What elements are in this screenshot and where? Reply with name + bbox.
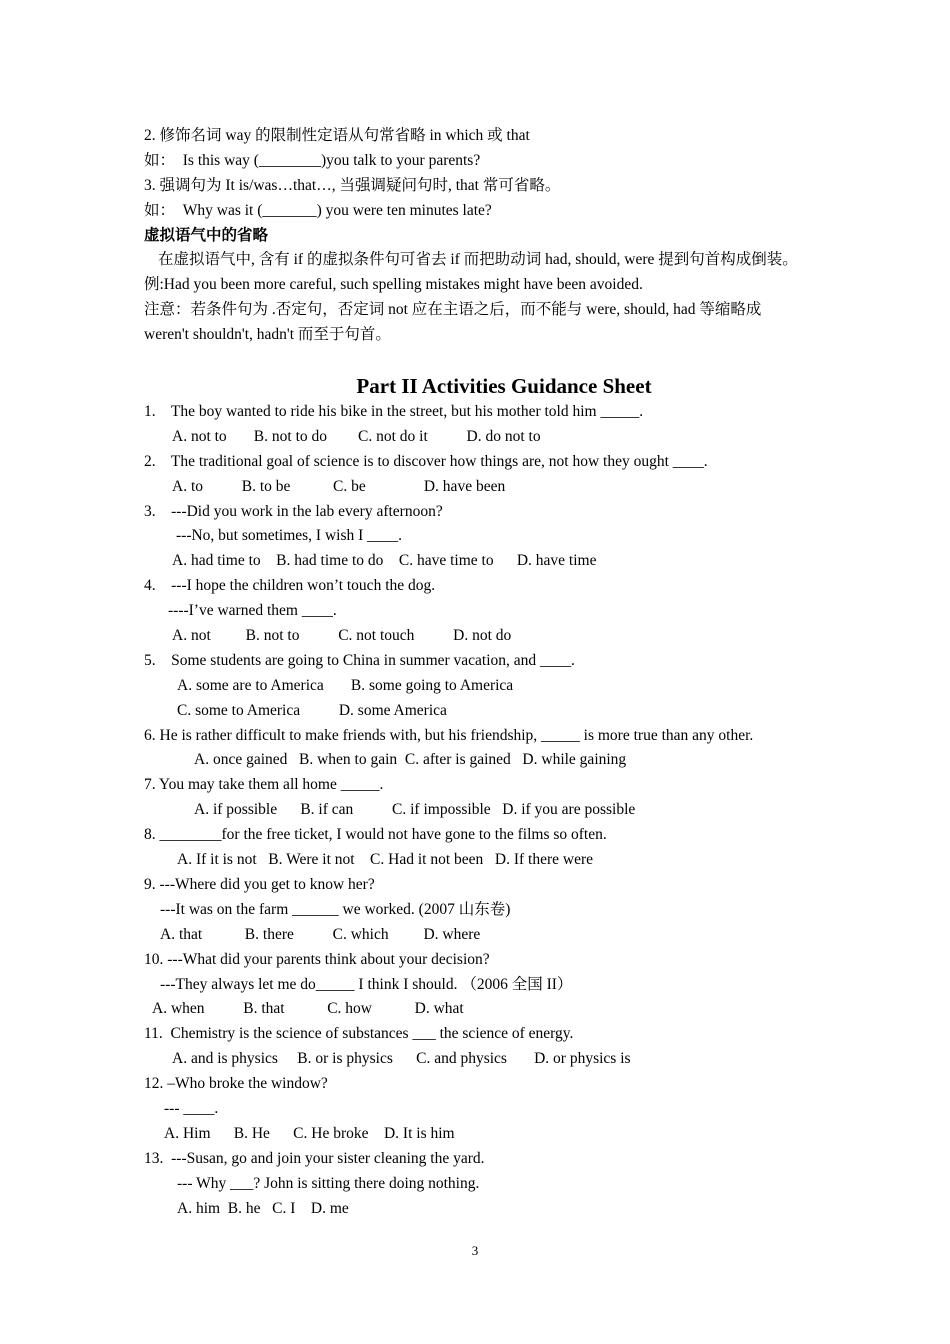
question-7-options: A. if possible B. if can C. if impossible D. if you are possible [194, 801, 636, 819]
question-8: 8. ________for the free ticket, I would not have gone to the films so often. [144, 826, 607, 844]
note-3: 3. 强调句为 It is/was…that…, 当强调疑问句时, that 常可省略。 [144, 176, 561, 194]
subjunctive-note-line-2: weren't shouldn't, hadn't 而至于句首。 [144, 326, 391, 344]
question-4-options: A. not B. not to C. not touch D. not do [172, 627, 512, 645]
question-8-options: A. If it is not B. Were it not C. Had it not been D. If there were [177, 851, 594, 869]
question-4-reply: ----I’ve warned them ____. [168, 602, 337, 620]
question-1-options: A. not to B. not to do C. not do it D. do not to [172, 427, 541, 445]
question-5: 5. Some students are going to China in summer vacation, and ____. [144, 651, 575, 669]
note-2-example: 如： Is this way (________)you talk to your parents? [144, 151, 481, 169]
question-11-options: A. and is physics B. or is physics C. and physics D. or physics is [172, 1050, 631, 1068]
question-3-reply: ---No, but sometimes, I wish I ____. [176, 527, 403, 545]
question-11: 11. Chemistry is the science of substances ___ the science of energy. [144, 1025, 574, 1043]
document-page [144, 124, 864, 1221]
question-13: 13. ---Susan, go and join your sister cleaning the yard. [144, 1149, 485, 1167]
note-3-example: 如： Why was it (_______) you were ten minutes late? [144, 201, 492, 219]
page-number: 3 [471, 1243, 479, 1258]
section-title: Part II Activities Guidance Sheet [356, 374, 652, 399]
question-3: 3. ---Did you work in the lab every afternoon? [144, 502, 443, 520]
subjunctive-heading: 虚拟语气中的省略 [144, 226, 269, 244]
question-12-options: A. Him B. He C. He broke D. It is him [164, 1124, 455, 1142]
question-12: 12. –Who broke the window? [144, 1075, 328, 1093]
question-5-options-row-2: C. some to America D. some America [177, 701, 447, 719]
question-2-options: A. to B. to be C. be D. have been [172, 477, 506, 495]
question-9-reply: ---It was on the farm ______ we worked. (2007 山东卷) [160, 900, 511, 918]
question-10-options: A. when B. that C. how D. what [152, 1000, 464, 1018]
question-2: 2. The traditional goal of science is to discover how things are, not how they ought ____. [144, 452, 708, 470]
question-6-options: A. once gained B. when to gain C. after is gained D. while gaining [194, 751, 627, 769]
question-4: 4. ---I hope the children won’t touch the dog. [144, 577, 436, 595]
subjunctive-note-line-1: 注意：若条件句为 .否定句，否定词 not 应在主语之后，而不能与 were, should, had 等缩略成 [144, 301, 762, 319]
question-10: 10. ---What did your parents think about your decision? [144, 950, 490, 968]
note-2: 2. 修饰名词 way 的限制性定语从句常省略 in which 或 that [144, 127, 530, 144]
question-6: 6. He is rather difficult to make friends with, but his friendship, _____ is more true than any other. [144, 726, 754, 744]
question-7: 7. You may take them all home _____. [144, 776, 384, 794]
question-13-reply: --- Why ___? John is sitting there doing nothing. [177, 1174, 480, 1192]
question-3-options: A. had time to B. had time to do C. have time to D. have time [172, 552, 597, 570]
question-10-reply: ---They always let me do_____ I think I should. （2006 全国 II） [160, 975, 573, 993]
subjunctive-paragraph: 在虚拟语气中, 含有 if 的虚拟条件句可省去 if 而把助动词 had, should, were 提到句首构成倒装。 [158, 251, 798, 269]
question-12-reply: --- ____. [164, 1099, 219, 1117]
question-9-options: A. that B. there C. which D. where [160, 925, 481, 943]
question-13-options: A. him B. he C. I D. me [177, 1199, 349, 1217]
question-1: 1. The boy wanted to ride his bike in the street, but his mother told him _____. [144, 403, 644, 421]
question-9: 9. ---Where did you get to know her? [144, 875, 375, 893]
question-5-options-row-1: A. some are to America B. some going to America [177, 676, 514, 694]
subjunctive-example: 例:Had you been more careful, such spelling mistakes might have been avoided. [144, 276, 643, 294]
